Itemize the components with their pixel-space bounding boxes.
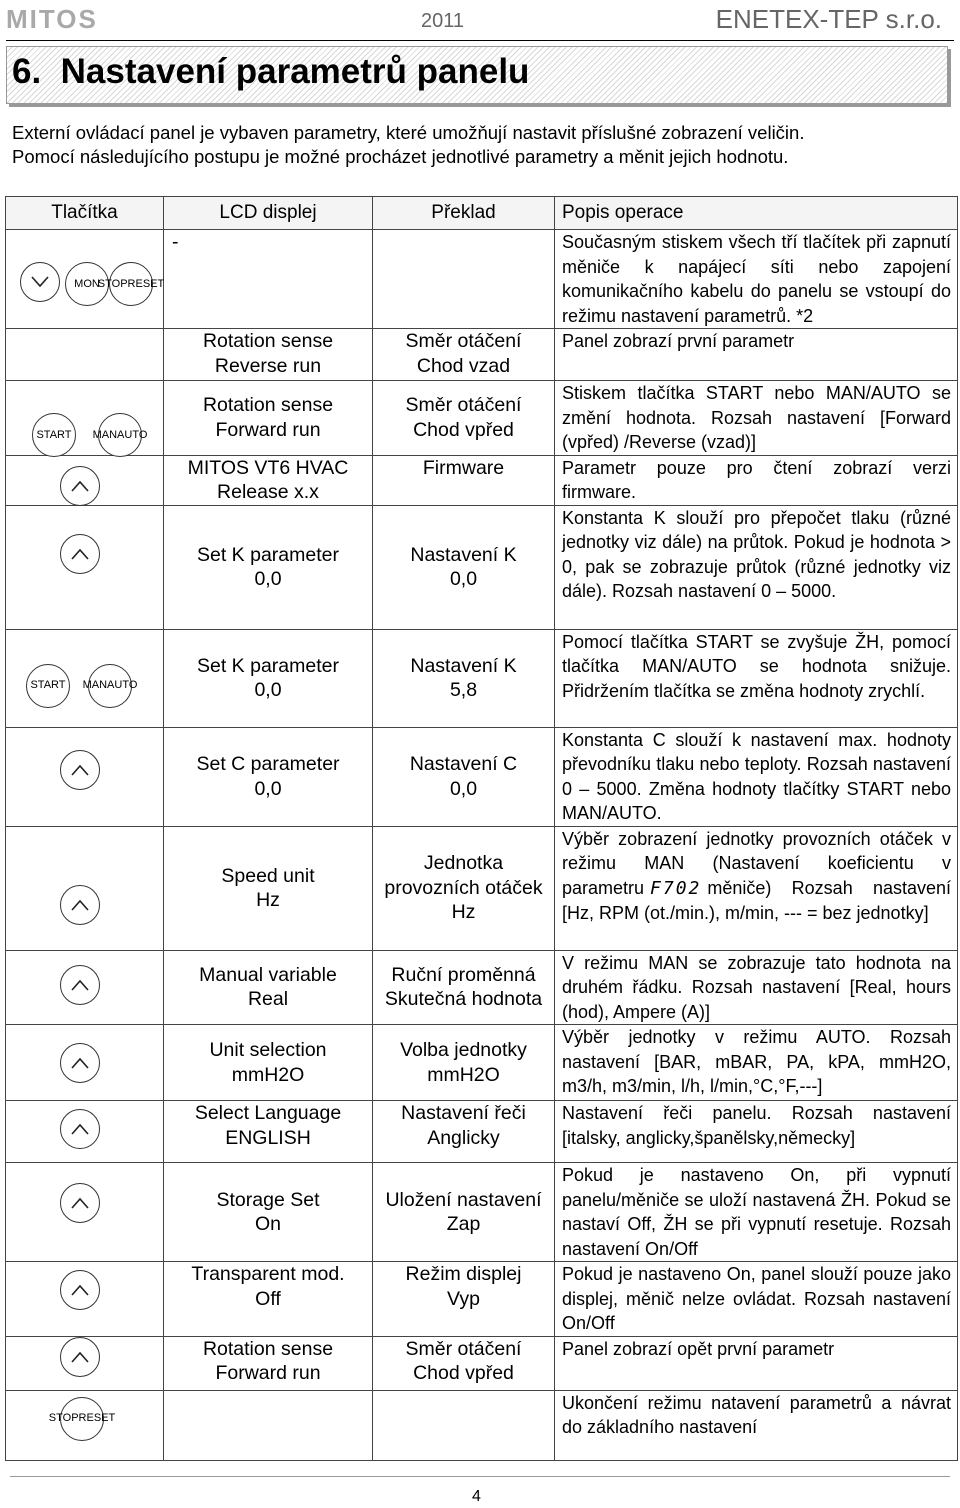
lcd-line-1: Storage Set	[216, 1188, 320, 1211]
table-row	[6, 455, 958, 505]
up-arrow-button-icon	[60, 750, 100, 790]
translation-cell	[373, 230, 555, 329]
lcd-line-2: 0,0	[254, 568, 282, 590]
translation-cell	[373, 1390, 555, 1460]
lcd-line-1: Rotation sense	[202, 1337, 334, 1360]
description-cell	[555, 505, 958, 629]
table-row	[6, 381, 958, 456]
translation-cell	[373, 1262, 555, 1337]
translation-cell	[373, 629, 555, 727]
buttons-cell	[6, 1336, 164, 1390]
up-arrow-button-icon	[60, 1337, 100, 1377]
translation-line-2: Hz	[451, 901, 476, 924]
header-description: Popis operace	[555, 197, 958, 230]
buttons-cell	[6, 329, 164, 381]
section-title	[12, 52, 529, 92]
lcd-cell	[164, 505, 373, 629]
description-cell	[555, 381, 958, 456]
up-arrow-button-icon	[60, 534, 100, 574]
translation-cell	[373, 1101, 555, 1163]
lcd-line-1: Rotation sense	[202, 330, 334, 352]
translation-line-2: Chod vzad	[416, 354, 511, 377]
translation-line-1: Nastavení K	[410, 543, 517, 566]
table-row	[6, 1163, 958, 1262]
up-arrow-button-icon	[60, 1183, 100, 1223]
description-text-a: Výběr zobrazení jednotky provozních otáček v režimu MAN (Nastavení koeficientu v parametru	[562, 828, 951, 898]
buttons-cell	[6, 230, 164, 329]
intro-line-1: Externí ovládací panel je vybaven parametry, které umožňují nastavit příslušné zobrazení veličin.	[12, 122, 805, 143]
translation-line-2: Chod vpřed	[413, 418, 514, 441]
translation-line-1: Režim displej	[405, 1263, 522, 1285]
up-arrow-button-icon	[60, 885, 100, 925]
translation-line-2: 5,8	[449, 679, 478, 701]
lcd-line-1: Manual variable	[199, 963, 337, 986]
stop-reset-button-icon: STOP RESET	[60, 1397, 104, 1441]
lcd-line-1: Select Language	[194, 1102, 342, 1124]
buttons-cell	[6, 629, 164, 727]
buttons-cell	[6, 727, 164, 826]
description-cell	[555, 1025, 958, 1101]
translation-cell	[373, 826, 555, 950]
table-header-row	[6, 197, 958, 230]
translation-line-1: Směr otáčení	[405, 394, 522, 417]
up-arrow-button-icon	[60, 1043, 100, 1083]
lcd-line-1: Rotation sense	[202, 394, 334, 417]
description-cell	[555, 455, 958, 505]
table-row	[6, 1336, 958, 1390]
lcd-line-1: -	[172, 231, 179, 253]
description-text: Ukončení režimu natavení parametrů a návrat do základního nastavení	[562, 1392, 951, 1437]
lcd-line-2: Forward run	[215, 418, 321, 441]
translation-line-1: Firmware	[422, 456, 505, 479]
lcd-line-2: Forward run	[215, 1362, 321, 1384]
footer-divider	[10, 1476, 950, 1477]
translation-line-2: 0,0	[449, 777, 478, 800]
header-lcd: LCD displej	[164, 197, 373, 230]
up-arrow-button-icon	[60, 466, 100, 506]
page-number: 4	[472, 1488, 481, 1505]
buttons-cell	[6, 826, 164, 950]
description-cell	[555, 1163, 958, 1262]
description-text: Stiskem tlačítka START nebo MAN/AUTO se změní hodnota. Rozsah nastavení [Forward (vpřed) /Reverse (vzad)]	[562, 383, 951, 452]
lcd-cell	[164, 629, 373, 727]
table-row	[6, 1262, 958, 1337]
description-text: Pomocí tlačítka START se zvyšuje ŽH, pomocí tlačítka MAN/AUTO se hodnota snižuje. Přidržením tlačítka se změna hodnoty zrychlí.	[562, 631, 951, 701]
translation-line-2: Chod vpřed	[413, 1362, 514, 1384]
description-cell	[555, 727, 958, 826]
description-text-b: měniče) Rozsah nastavení [Hz, RPM (ot./min.), m/min, --- = bez jednotky]	[562, 877, 951, 923]
table-row	[6, 826, 958, 950]
lcd-cell	[164, 826, 373, 950]
down-arrow-button-icon	[20, 262, 60, 302]
buttons-cell	[6, 950, 164, 1025]
lcd-cell	[164, 381, 373, 456]
lcd-line-1: Transparent mod.	[191, 1263, 345, 1285]
lcd-line-2: Reverse run	[214, 354, 322, 377]
translation-line-2: Skutečná hodnota	[384, 988, 543, 1011]
up-arrow-button-icon	[60, 965, 100, 1005]
table-row	[6, 629, 958, 727]
translation-cell	[373, 1025, 555, 1101]
mitos-logo: MITOS	[6, 4, 98, 34]
lcd-line-1: Set K parameter	[197, 654, 339, 677]
table-row	[6, 329, 958, 381]
lcd-line-2: On	[254, 1213, 281, 1235]
table-row	[6, 1101, 958, 1163]
description-cell	[555, 1390, 958, 1460]
description-text: Panel zobrazí opět první parametr	[562, 1338, 835, 1359]
table-row	[6, 1390, 958, 1460]
translation-cell	[373, 329, 555, 381]
description-cell	[555, 1101, 958, 1163]
stop-reset-button-icon: STOP RESET	[109, 262, 153, 306]
lcd-line-2: ENGLISH	[225, 1126, 311, 1149]
description-text: V režimu MAN se zobrazuje tato hodnota na druhém řádku. Rozsah nastavení [Real, hours (hod), Ampere (A)]	[562, 952, 951, 1022]
start-button-icon: START	[26, 664, 70, 708]
header-company: ENETEX-TEP s.r.o.	[715, 4, 942, 34]
lcd-line-1: MITOS VT6 HVAC	[187, 456, 349, 479]
parameter-table	[5, 196, 958, 1461]
translation-line-1: Jednotka provozních otáček	[384, 852, 543, 899]
description-cell	[555, 329, 958, 381]
description-text: Výběr jednotky v režimu AUTO. Rozsah nastavení [BAR, mBAR, PA, kPA, mmH2O, m3/h, m3/min, l/h, l/min,°C,°F,---]	[562, 1027, 951, 1096]
lcd-line-2: Real	[247, 988, 289, 1011]
description-text: Konstanta K slouží pro přepočet tlaku (různé jednotky viz dále) na průtok. Pokud je hodnota > 0, pak se zobrazuje průtok (různé jednotky viz dále). Rozsah nastavení 0 – 5000.	[562, 507, 951, 601]
description-text: Parametr pouze pro čtení zobrazí verzi firmware.	[562, 457, 951, 502]
description-cell	[555, 1336, 958, 1390]
table-row	[6, 950, 958, 1025]
lcd-cell	[164, 1262, 373, 1337]
lcd-line-1: Unit selection	[209, 1039, 327, 1061]
buttons-cell	[6, 455, 164, 505]
description-cell	[555, 629, 958, 727]
section-number: 6.	[12, 52, 42, 91]
description-text: Konstanta C slouží k nastavení max. hodnoty převodníku tlaku nebo teploty. Rozsah nastavení 0 – 5000. Změna hodnoty tlačítky START nebo MAN/AUTO.	[562, 729, 951, 823]
lcd-line-1: Set C parameter	[196, 753, 340, 775]
intro-line-2: Pomocí následujícího postupu je možné procházet jednotlivé parametry a měnit jejich hodnotu.	[12, 146, 789, 167]
lcd-line-2: 0,0	[254, 777, 282, 800]
start-button-icon: START	[32, 413, 76, 457]
lcd-line-2: Off	[255, 1287, 281, 1310]
translation-line-2: mmH2O	[427, 1063, 500, 1086]
description-text: Pokud je nastaveno On, při vypnutí panelu/měniče se uloží nastavená ŽH. Pokud se nastaví Off, ŽH se při vypnutí resetuje. Rozsah nastavení On/Off	[562, 1165, 951, 1259]
translation-cell	[373, 455, 555, 505]
lcd-line-2: Hz	[256, 889, 280, 911]
lcd-cell	[164, 329, 373, 381]
lcd-cell	[164, 1025, 373, 1101]
lcd-cell	[164, 727, 373, 826]
buttons-cell	[6, 1101, 164, 1163]
translation-line-2: Anglicky	[427, 1126, 500, 1149]
translation-line-1: Nastavení K	[410, 654, 517, 677]
lcd-cell	[164, 1163, 373, 1262]
translation-cell	[373, 505, 555, 629]
lcd-cell	[164, 455, 373, 505]
up-arrow-button-icon	[60, 1109, 100, 1149]
buttons-cell	[6, 1163, 164, 1262]
translation-cell	[373, 1336, 555, 1390]
buttons-cell	[6, 381, 164, 456]
translation-cell	[373, 950, 555, 1025]
translation-cell	[373, 381, 555, 456]
up-arrow-button-icon	[60, 1270, 100, 1310]
lcd-line-1: Speed unit	[221, 864, 315, 887]
header-divider	[6, 40, 954, 41]
translation-line-2: Zap	[446, 1213, 481, 1235]
header-translation: Překlad	[373, 197, 555, 230]
translation-line-1: Nastavení C	[409, 753, 518, 775]
page-header	[0, 0, 960, 40]
buttons-cell	[6, 1262, 164, 1337]
translation-line-1: Směr otáčení	[405, 330, 522, 352]
translation-line-2: Vyp	[447, 1287, 480, 1310]
header-year: 2011	[421, 10, 465, 32]
description-cell	[555, 1262, 958, 1337]
table-row	[6, 1025, 958, 1101]
translation-line-2: 0,0	[449, 568, 478, 590]
intro-paragraph	[12, 121, 952, 169]
table-body	[6, 230, 958, 1461]
lcd-line-1: Set K parameter	[197, 543, 339, 566]
lcd-cell	[164, 950, 373, 1025]
lcd-line-2: mmH2O	[231, 1063, 305, 1086]
buttons-cell	[6, 505, 164, 629]
section-title-text: Nastavení parametrů panelu	[60, 52, 530, 91]
description-text: Panel zobrazí první parametr	[562, 331, 795, 351]
translation-line-1: Směr otáčení	[405, 1337, 522, 1360]
table-row	[6, 230, 958, 329]
parameter-code: F702	[650, 877, 702, 899]
translation-line-1: Ruční proměnná	[391, 963, 536, 986]
lcd-line-2: 0,0	[254, 679, 282, 701]
translation-cell	[373, 727, 555, 826]
mon-button-icon: MON	[65, 262, 109, 306]
description-cell	[555, 230, 958, 329]
lcd-cell	[164, 1390, 373, 1460]
buttons-cell	[6, 1025, 164, 1101]
description-cell	[555, 950, 958, 1025]
translation-cell	[373, 1163, 555, 1262]
translation-line-1: Nastavení řeči	[401, 1102, 526, 1124]
man-auto-button-icon: MAN AUTO	[98, 413, 142, 457]
lcd-line-2: Release x.x	[217, 481, 319, 503]
header-buttons: Tlačítka	[6, 197, 164, 230]
lcd-cell	[164, 230, 373, 329]
description-text: Pokud je nastaveno On, panel slouží pouze jako displej, měnič nelze ovládat. Rozsah nastavení On/Off	[562, 1264, 951, 1333]
lcd-cell	[164, 1101, 373, 1163]
translation-line-1: Volba jednotky	[400, 1039, 527, 1061]
description-text: Současným stiskem všech tří tlačítek při zapnutí měniče k napájecí síti nebo zapojení komunikačního kabelu do panelu se vstoupí do režimu nastavení parametrů. *2	[562, 232, 951, 326]
description-cell	[555, 826, 958, 950]
buttons-cell	[6, 1390, 164, 1460]
table-row	[6, 727, 958, 826]
description-text: Nastavení řeči panelu. Rozsah nastavení [italsky, anglicky,španělsky,německy]	[562, 1103, 951, 1148]
man-auto-button-icon: MAN AUTO	[88, 664, 132, 708]
table-row	[6, 505, 958, 629]
translation-line-1: Uložení nastavení	[385, 1188, 542, 1211]
lcd-cell	[164, 1336, 373, 1390]
